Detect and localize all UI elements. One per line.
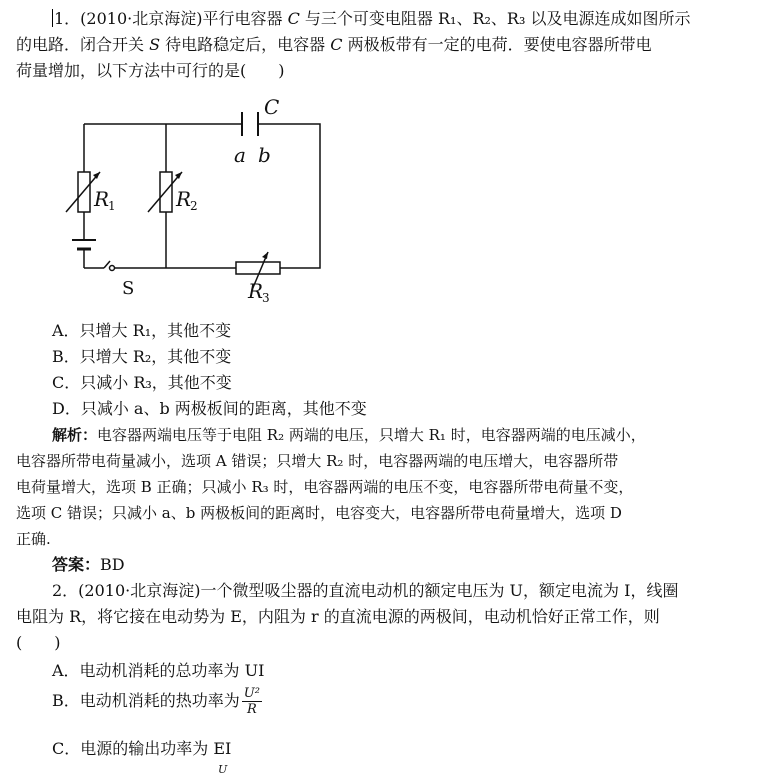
q2-line-1: 2．(2010·北京海淀)一个微型吸尘器的直流电动机的额定电压为 U，额定电流为 I，线圈 <box>52 581 679 600</box>
analysis-text-1: 电容器两端电压等于电阻 R₂ 两端的电压，只增大 R₁ 时，电容器两端的电压减小， <box>97 426 646 444</box>
plate-b-label: b <box>258 143 271 167</box>
r2-label: R <box>176 187 192 211</box>
capacitor-label: C <box>264 95 280 119</box>
q1-line-2-s: S <box>149 35 161 54</box>
r3-arrowhead <box>262 252 268 259</box>
q1-line-1 <box>16 6 731 32</box>
question-1-stem <box>16 6 731 84</box>
option-2d-partial: U <box>218 763 228 776</box>
option-2b <box>52 686 262 717</box>
option-2c: C．电源的输出功率为 EI <box>52 739 232 758</box>
r3-label: R <box>248 279 264 303</box>
q1-line-2-c: C <box>330 35 343 54</box>
plate-a-label: a <box>234 143 246 167</box>
option-2b-text: B．电动机消耗的热功率为 <box>52 691 240 710</box>
analysis-block <box>16 422 646 552</box>
q2-line-2: 电阻为 R，将它接在电动势为 E，内阻为 r 的直流电源的两极间，电动机恰好正常工作，则 <box>16 607 660 626</box>
option-2a: A．电动机消耗的总功率为 UI <box>52 661 265 680</box>
q1-line-2-a: 的电路．闭合开关 <box>16 35 150 54</box>
r1-subscript: 1 <box>108 199 116 213</box>
analysis-line-4: 选项 C 错误；只减小 a、b 两极板间的距离时，电容变大，电容器所带电荷量增大，选项 D <box>16 504 622 522</box>
q1-line-1-b: 与三个可变电阻器 R₁、R₂、R₃ 以及电源连成如图所示 <box>299 9 691 28</box>
q1-line-2 <box>16 32 731 58</box>
answer-line <box>52 552 125 578</box>
analysis-line-3: 电荷量增大，选项 B 正确；只减小 R₃ 时，电容器两端的电压不变，电容器所带电荷量不变， <box>16 478 634 496</box>
circuit-diagram <box>52 94 342 312</box>
fraction-numerator: U² <box>243 686 260 701</box>
q1-line-2-b: 待电路稳定后，电容器 <box>160 35 331 54</box>
analysis-label: 解析： <box>52 426 98 444</box>
option-1d: D．只减小 a、b 两极板间的距离，其他不变 <box>52 399 367 418</box>
analysis-line-5: 正确. <box>16 530 51 548</box>
q1-line-2-d: 两极板带有一定的电荷．要使电容器所带电 <box>342 35 652 54</box>
q2-line-3: ( ) <box>16 633 61 652</box>
answer-value: BD <box>100 555 125 574</box>
text-cursor <box>52 9 53 27</box>
r3-subscript: 3 <box>262 291 270 305</box>
answer-label: 答案： <box>52 555 101 574</box>
r1-label: R <box>94 187 110 211</box>
fraction-u2-over-r <box>242 686 262 717</box>
resistor-r3 <box>236 262 280 274</box>
switch-label: S <box>122 278 135 299</box>
fraction-denominator: R <box>246 702 257 717</box>
option-1a: A．只增大 R₁，其他不变 <box>52 321 232 340</box>
question-2-stem <box>16 578 731 656</box>
option-1b: B．只增大 R₂，其他不变 <box>52 347 232 366</box>
q1-line-1-a: 1．(2010·北京海淀)平行电容器 <box>54 9 288 28</box>
switch-contact <box>110 266 115 271</box>
r2-subscript: 2 <box>190 199 198 213</box>
q1-line-1-c: C <box>287 9 300 28</box>
analysis-line-1 <box>16 422 646 448</box>
option-1c: C．只减小 R₃，其他不变 <box>52 373 232 392</box>
analysis-line-2: 电容器所带电荷量减小，选项 A 错误；只增大 R₂ 时，电容器两端的电压增大，电容器所带 <box>16 452 619 470</box>
q1-line-3: 荷量增加，以下方法中可行的是( ) <box>16 61 285 80</box>
resistor-r2 <box>160 172 172 212</box>
resistor-r1 <box>78 172 90 212</box>
